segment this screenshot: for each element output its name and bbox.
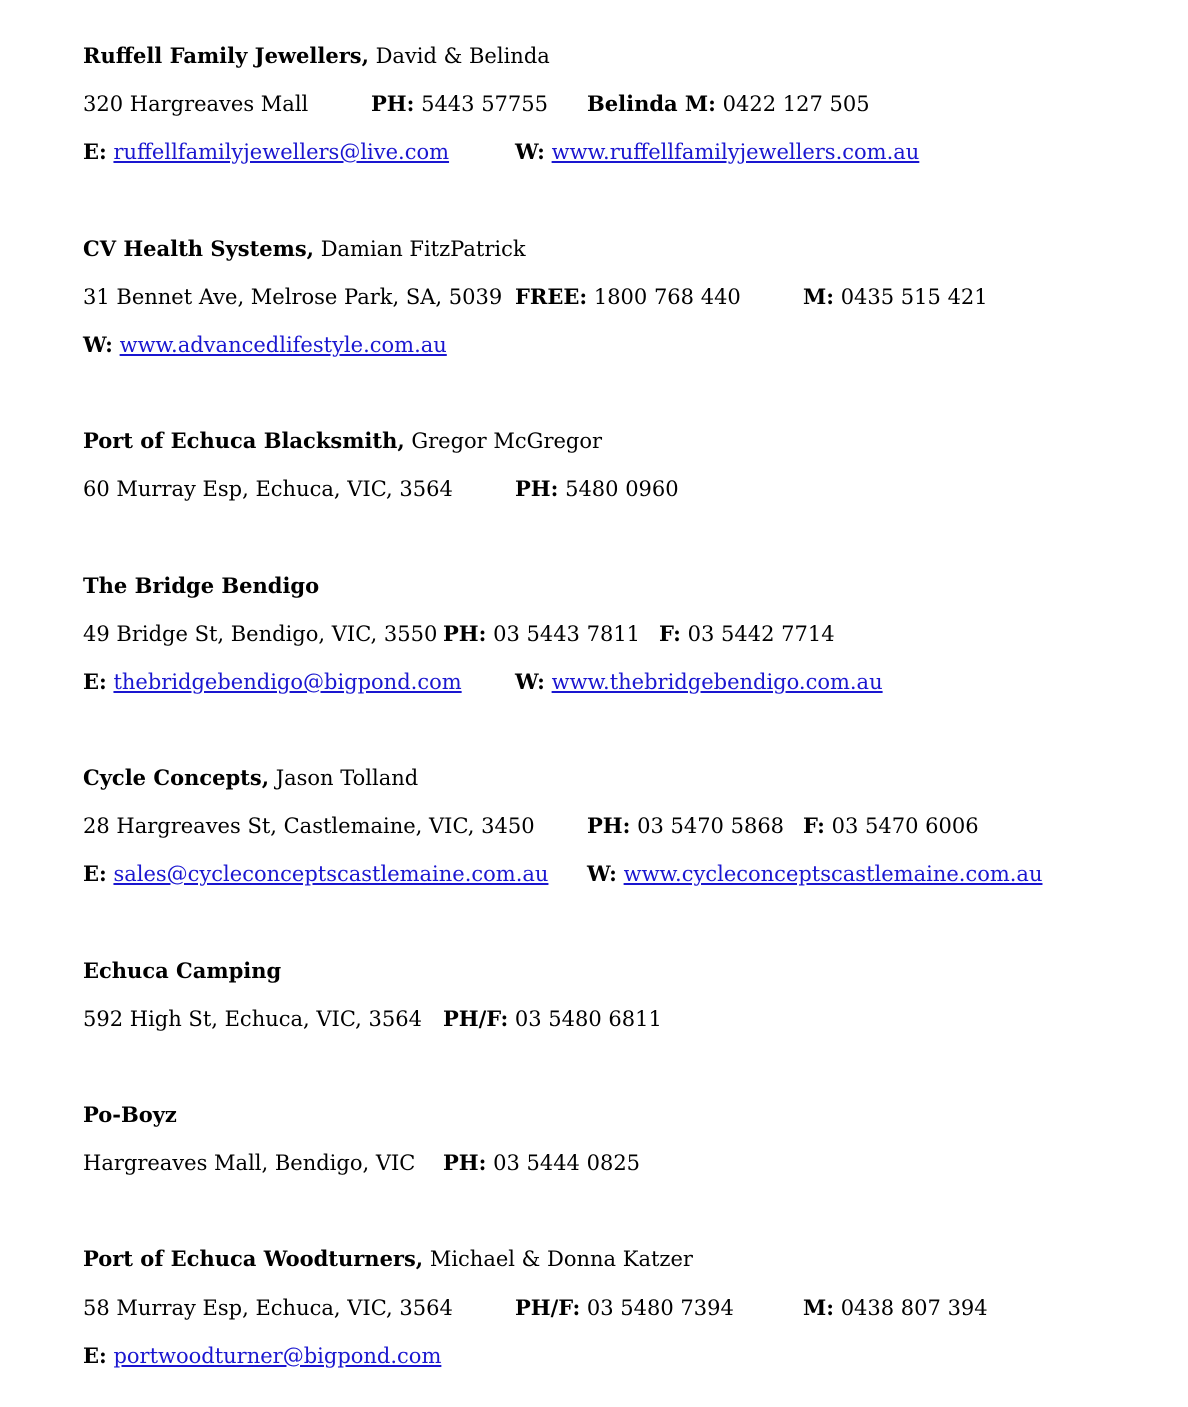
email-link[interactable]: thebridgebendigo@bigpond.com [113, 670, 462, 694]
business-name: Ruffell Family Jewellers, [83, 43, 369, 68]
phone: PH: 03 5443 7811 [443, 621, 641, 646]
business-name: Cycle Concepts, [83, 765, 270, 790]
email-link[interactable]: portwoodturner@bigpond.com [113, 1344, 442, 1368]
address: Hargreaves Mall, Bendigo, VIC [83, 1151, 416, 1175]
mobile: M: 0438 807 394 [803, 1295, 988, 1320]
freecall: FREE: 1800 768 440 [515, 284, 741, 309]
phone: PH: 03 5444 0825 [443, 1150, 641, 1175]
contact-name: Gregor McGregor [411, 429, 603, 453]
contact-name: David & Belinda [375, 44, 550, 68]
address: 31 Bennet Ave, Melrose Park, SA, 5039 [83, 285, 503, 309]
business-name: CV Health Systems, [83, 236, 314, 261]
website-link[interactable]: www.cycleconceptscastlemaine.com.au [623, 862, 1043, 886]
website-link[interactable]: www.thebridgebendigo.com.au [551, 670, 883, 694]
phone: PH: 5480 0960 [515, 476, 679, 501]
address: 28 Hargreaves St, Castlemaine, VIC, 3450 [83, 814, 535, 838]
email-link[interactable]: sales@cycleconceptscastlemaine.com.au [113, 862, 549, 886]
phone: PH: 5443 57755 [371, 91, 549, 116]
business-name: Port of Echuca Woodturners, [83, 1246, 424, 1271]
address: 592 High St, Echuca, VIC, 3564 [83, 1007, 422, 1031]
email-link[interactable]: ruffellfamilyjewellers@live.com [113, 140, 450, 164]
address: 58 Murray Esp, Echuca, VIC, 3564 [83, 1296, 453, 1320]
contact-name: Jason Tolland [275, 766, 419, 790]
directory-page: Ruffell Family Jewellers, David & Belinda 320 Hargreaves Mall PH: 5443 57755 Belinda M: 0422 127 505 E: ruffellfamilyjewellers@live.com W: www.ruffellfamilyjewellers.com.au CV Health Systems, Damian FitzPatrick 31 Bennet Ave, Melrose Park, SA, 5039 FREE: 1800 768 440 M: 0435 515 421 W: www.advancedlifestyle.com.au Port of Echuca Blacksmith, Gregor McGregor 60 Murray Esp, Echuca, VIC, 3564 PH: 5480 0960 The Bridge Bendigo 49 Bridge St, Bendigo, VIC, 3550 PH: 03 5443 7811 F: 03 5442 7714 E: thebridgebendigo@bigpond.com W: www.thebridgebendigo.com.au Cycle Concepts, Jason Tolland 28 Hargreaves St, Castlemaine, VIC, 3450 PH: 03 5470 5868 F: 03 5470 6006 E: sales@cycleconceptscastlemaine.com.au W: www.cycleconceptscastlemaine.com.au Echuca Camping 592 High St, Echuca, VIC, 3564 PH/F: 03 5480 6811 Po-Boyz Hargreaves Mall, Bendigo, VIC PH: 03 5444 0825 Port of Echuca Woodturners, Michael & Donna Katzer 58 Murray Esp, Echuca, VIC, 3564 PH/F: 03 5480 7394 M: 0438 807 394 E: portwoodturner@bigpond.com [83, 43, 1043, 1368]
website-link[interactable]: www.ruffellfamilyjewellers.com.au [551, 140, 920, 164]
contact-name: Michael & Donna Katzer [429, 1247, 693, 1271]
phone-fax: PH/F: 03 5480 7394 [515, 1295, 734, 1320]
mobile: M: 0435 515 421 [803, 284, 988, 309]
business-name: The Bridge Bendigo [83, 573, 320, 598]
address: 320 Hargreaves Mall [83, 92, 309, 116]
mobile: Belinda M: 0422 127 505 [587, 91, 870, 116]
phone: PH: 03 5470 5868 [587, 813, 785, 838]
address: 60 Murray Esp, Echuca, VIC, 3564 [83, 477, 453, 501]
fax: F: 03 5442 7714 [659, 621, 835, 646]
contact-name: Damian FitzPatrick [320, 237, 526, 261]
phone-fax: PH/F: 03 5480 6811 [443, 1006, 662, 1031]
business-name: Port of Echuca Blacksmith, [83, 428, 405, 453]
business-name: Echuca Camping [83, 958, 282, 983]
address: 49 Bridge St, Bendigo, VIC, 3550 [83, 622, 438, 646]
website-link[interactable]: www.advancedlifestyle.com.au [119, 333, 447, 357]
business-name: Po-Boyz [83, 1102, 177, 1127]
fax: F: 03 5470 6006 [803, 813, 979, 838]
